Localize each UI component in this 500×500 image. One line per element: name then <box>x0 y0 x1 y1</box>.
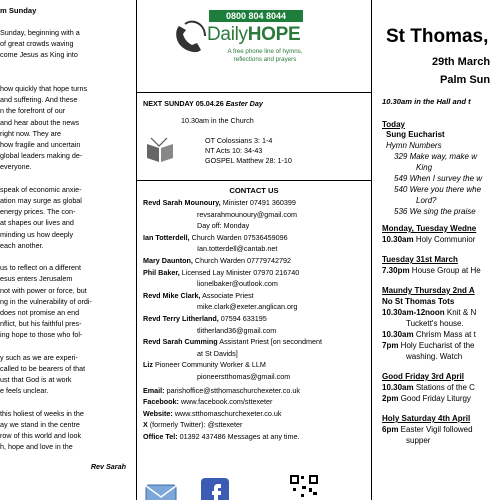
event-heading: Monday, Tuesday Wedne <box>382 224 477 233</box>
pastoral-letter-column <box>0 0 130 500</box>
event-heading: Tuesday 31st March <box>382 255 458 264</box>
hymn-item: 329 Make way, make w <box>394 152 477 161</box>
contact-entry: Ian Totterdell, Church Warden 07536459096 <box>143 232 288 242</box>
letter-title: m Sunday <box>0 6 37 15</box>
letter-line: speak of economic anxie- <box>0 184 82 194</box>
email-icon[interactable] <box>145 484 177 500</box>
letter-line: right now. They are <box>0 128 61 138</box>
letter-line: ay we stand in the centre <box>0 420 80 429</box>
today-heading: Today <box>382 120 405 129</box>
event-line: 7pm Holy Eucharist of the <box>382 341 475 350</box>
facebook-icon[interactable] <box>201 478 229 500</box>
contact-entry: Revd Sarah Cumming Assistant Priest [on secondment <box>143 337 322 347</box>
letter-line: everyone. <box>0 162 32 172</box>
letter-line: esus enters Jerusalem <box>0 274 73 284</box>
event-line: 10.30am Stations of the C <box>382 383 475 392</box>
event-line: No St Thomas Tots <box>382 297 455 306</box>
letter-line: n the forefront of our <box>0 106 66 116</box>
letter-line: nflict, but his faithful pres- <box>0 319 82 329</box>
letter-line: e feels unclear. <box>0 386 49 396</box>
letter-line: h, hope and love in the <box>0 442 73 452</box>
event-line: 10.30am Chrism Mass at t <box>382 330 476 339</box>
letter-line: of great crowds waving <box>0 39 74 49</box>
qr-code-icon[interactable] <box>289 474 319 500</box>
letter-line: and hear about the news <box>0 117 80 127</box>
letter-line: not with power or force, but <box>0 285 87 295</box>
contacts-title: CONTACT US <box>229 186 279 195</box>
sung-eucharist: Sung Eucharist <box>386 130 445 139</box>
contact-link[interactable]: Facebook: www.facebook.com/sttexeter <box>143 397 273 407</box>
hymn-item: 549 When I survey the w <box>394 174 483 183</box>
contact-entry: Phil Baker, Licensed Lay Minister 07970 216740 <box>143 267 300 277</box>
event-line: supper <box>406 436 431 445</box>
event-line: 6pm Easter Vigil followed <box>382 425 473 434</box>
contact-link[interactable]: Office Tel: 01392 437486 Messages at any time. <box>143 431 300 441</box>
contact-link[interactable]: Website: www.stthomaschurchexeter.co.uk <box>143 408 282 418</box>
letter-line: each another. <box>0 240 44 250</box>
event-line: washing. Watch <box>406 352 463 361</box>
letter-line: ng in the vulnerability of ordi- <box>0 296 92 306</box>
contact-entry: revsarahmounoury@gmail.com <box>197 209 297 219</box>
event-line: 7.30pm House Group at He <box>382 266 481 275</box>
divider <box>137 92 371 93</box>
event-line: Tuckett's house. <box>406 319 464 328</box>
event-line: 10.30am Holy Communior <box>382 235 476 244</box>
contact-entry: at St Davids] <box>197 348 238 358</box>
letter-line: does not promise an end <box>0 308 80 317</box>
letter-line: ing hope to those who fol- <box>0 330 83 340</box>
reading-gospel: GOSPEL Matthew 28: 1-10 <box>205 156 292 165</box>
letter-line: row of this world and look <box>0 431 82 441</box>
contact-entry: Day off: Monday <box>197 221 250 231</box>
dailyhope-phone: 0800 804 8044 <box>209 10 303 22</box>
contact-entry: Liz Pioneer Community Worker & LLM <box>143 360 266 370</box>
event-heading: Maundy Thursday 2nd A <box>382 286 475 295</box>
letter-line: energy prices. The con- <box>0 207 76 217</box>
contact-entry: Revd Sarah Mounoury, Minister 07491 360399 <box>143 198 296 207</box>
contact-link[interactable]: Email: parishoffice@stthomaschurchexeter.co.uk <box>143 386 300 395</box>
letter-line: ation may surge as global <box>0 196 82 205</box>
letter-line: ust that God is at work <box>0 375 72 385</box>
service-schedule-column <box>378 0 500 500</box>
contact-entry: Ian.totterdell@cantab.net <box>197 244 278 254</box>
bible-icon <box>145 136 175 164</box>
next-sunday-heading: NEXT SUNDAY 05.04.26 Easter Day <box>143 99 263 108</box>
event-line: 10.30am-12noon Knit & N <box>382 308 477 317</box>
social-icons <box>137 480 371 500</box>
letter-line: how fragile and uncertain <box>0 140 81 149</box>
letter-line: global leaders making de- <box>0 151 83 161</box>
letter-line: come Jesus as King into <box>0 50 78 60</box>
contact-entry: lionelbaker@outlook.com <box>197 279 278 289</box>
contact-entry: Revd Terry Litherland, 07594 633195 <box>143 314 267 323</box>
church-name: St Thomas, <box>386 26 489 47</box>
letter-line: Sunday, beginning with a <box>0 28 80 37</box>
contact-entry: mike.clark@exeter.anglican.org <box>197 302 298 312</box>
contact-entry: pioneerstthomas@gmail.com <box>197 372 291 381</box>
contact-entry: tlitherland36@gmail.com <box>197 325 277 335</box>
dailyhope-logo <box>171 10 335 86</box>
contact-entry: Mary Daunton, Church Warden 07779742792 <box>143 256 291 265</box>
contact-entry: Revd Mike Clark, Associate Priest <box>143 290 254 300</box>
contact-link[interactable]: X (formerly Twitter): @sttexeter <box>143 420 243 430</box>
letter-line: minding us how deeply <box>0 229 74 239</box>
telephone-icon <box>171 16 209 56</box>
letter-line: y such as we are experi- <box>0 352 78 362</box>
hymn-item: 540 Were you there whe <box>394 185 482 194</box>
letter-line: us to reflect on a different <box>0 263 81 273</box>
letter-line: and suffering. And these <box>0 95 78 105</box>
hymn-item: Lord? <box>416 196 437 205</box>
reading-nt: NT Acts 10: 34-43 <box>205 146 263 155</box>
letter-line: how quickly that hope turns <box>0 84 88 93</box>
letter-signature: Rev Sarah <box>90 462 126 471</box>
service-date: 29th March <box>432 56 491 68</box>
letter-line: at shapes our lives and <box>0 218 74 228</box>
service-location: 10.30am in the Hall and t <box>382 97 471 106</box>
event-heading: Good Friday 3rd April <box>382 372 464 381</box>
letter-line: called to be bearers of that <box>0 364 86 373</box>
info-column <box>136 0 372 500</box>
hymn-item: King <box>416 163 433 172</box>
event-line: 2pm Good Friday Liturgy <box>382 394 471 403</box>
divider <box>137 180 371 181</box>
hymn-numbers-label: Hymn Numbers <box>386 141 442 150</box>
next-sunday-location: 10.30am in the Church <box>181 116 254 125</box>
dailyhope-tagline: A free phone line of hymns, reflections and prayers <box>227 48 303 63</box>
service-day: Palm Sun <box>440 74 491 86</box>
hymn-item: 536 We sing the praise <box>394 207 476 216</box>
event-heading: Holy Saturday 4th April <box>382 414 471 423</box>
reading-ot: OT Colossians 3: 1-4 <box>205 136 273 145</box>
dailyhope-brand: DailyHOPE <box>207 24 301 45</box>
letter-line: this holiest of weeks in the <box>0 408 84 418</box>
